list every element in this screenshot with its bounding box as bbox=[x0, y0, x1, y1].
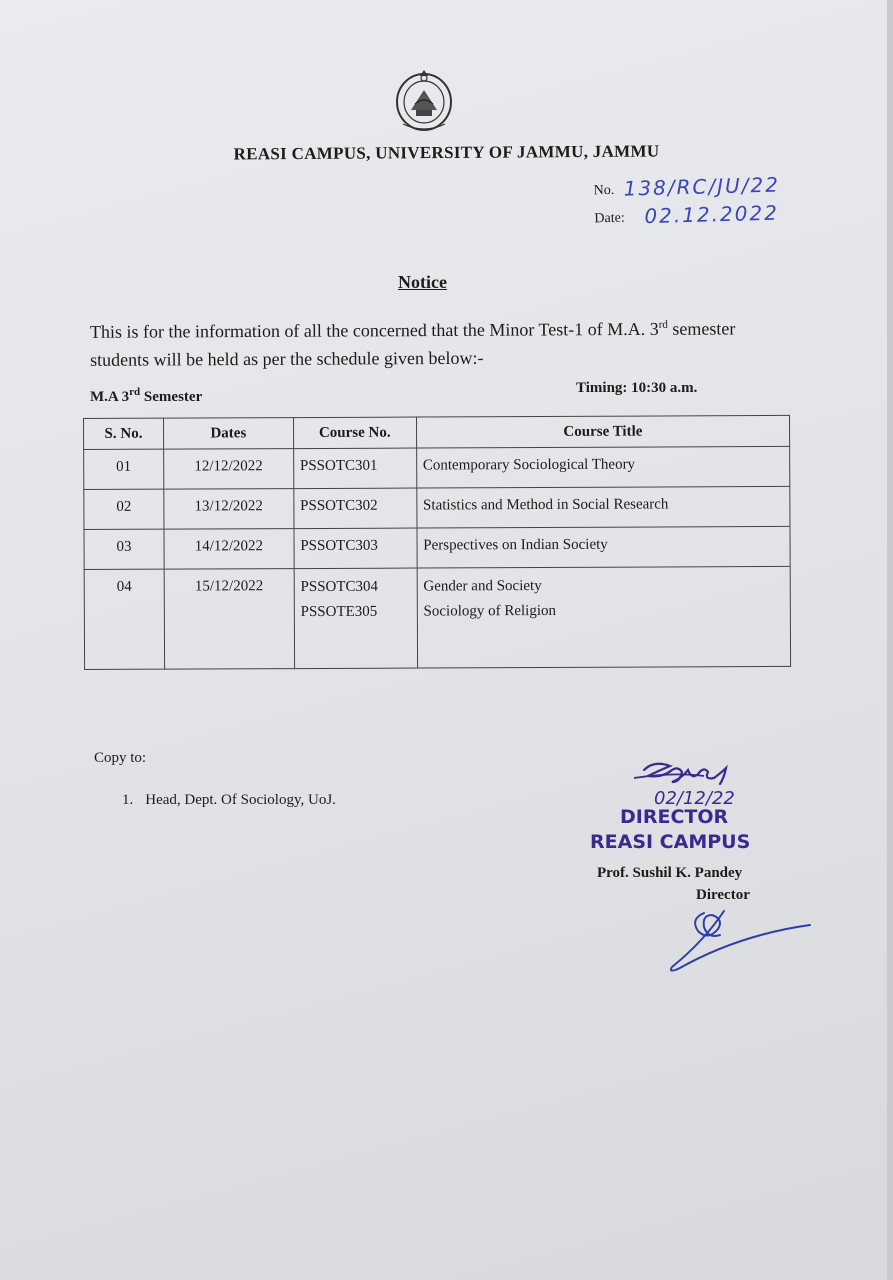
signer-block bbox=[597, 862, 750, 906]
handwritten-signature bbox=[664, 905, 814, 980]
university-seal-logo bbox=[393, 64, 455, 134]
semester-label bbox=[90, 386, 202, 406]
cell-sno: 01 bbox=[84, 449, 164, 489]
cell-date: 14/12/2022 bbox=[164, 529, 294, 570]
copy-to-label: Copy to: bbox=[94, 750, 147, 766]
cell-sno: 02 bbox=[84, 489, 164, 529]
copy-to-list bbox=[122, 792, 336, 809]
semester-superscript: rd bbox=[129, 386, 141, 398]
cell-course-title: Contemporary Sociological Theory bbox=[416, 446, 790, 488]
table-row bbox=[84, 566, 790, 669]
intro-text-end: semester students will be held as per the schedule given below:- bbox=[90, 318, 736, 370]
cell-date: 12/12/2022 bbox=[164, 449, 294, 490]
cell-course-no: PSSOTC302 bbox=[294, 488, 417, 529]
stamp-director-text: DIRECTOR bbox=[620, 806, 729, 828]
cell-date: 15/12/2022 bbox=[164, 569, 294, 670]
column-header-course-no: Course No. bbox=[293, 417, 416, 449]
course-title-line: Gender and Society bbox=[423, 578, 542, 595]
stamp-signature-date: 02/12/22 bbox=[654, 788, 735, 808]
course-no-line: PSSOTE305 bbox=[300, 603, 378, 621]
reference-block bbox=[593, 169, 854, 232]
institution-heading: REASI CAMPUS, UNIVERSITY OF JAMMU, JAMMU bbox=[233, 141, 660, 164]
reference-number-label: No. bbox=[593, 182, 615, 199]
stamp-campus-text: REASI CAMPUS bbox=[590, 831, 751, 853]
cell-course-title: Perspectives on Indian Society bbox=[417, 526, 791, 568]
cell-sno: 03 bbox=[84, 529, 164, 569]
cell-course-no bbox=[294, 568, 417, 669]
timing-label: Timing: 10:30 a.m. bbox=[576, 380, 698, 396]
cell-sno: 04 bbox=[84, 569, 164, 669]
cell-course-no: PSSOTC303 bbox=[294, 528, 417, 569]
intro-superscript: rd bbox=[658, 318, 668, 331]
table-row bbox=[84, 526, 790, 569]
cell-course-no: PSSOTC301 bbox=[293, 448, 416, 489]
intro-paragraph bbox=[90, 310, 790, 374]
semester-prefix: M.A 3 bbox=[90, 389, 130, 405]
paper-edge bbox=[887, 0, 893, 1280]
signer-title: Director bbox=[696, 887, 750, 903]
course-title-line: Sociology of Religion bbox=[423, 602, 557, 620]
semester-suffix: Semester bbox=[140, 389, 203, 405]
column-header-dates: Dates bbox=[163, 418, 293, 450]
column-header-sno: S. No. bbox=[84, 418, 164, 449]
reference-date-value: 02.12.2022 bbox=[644, 200, 780, 229]
cell-course-title bbox=[417, 566, 791, 668]
copy-item-number: 1. bbox=[122, 792, 134, 808]
director-initials-signature bbox=[624, 756, 764, 808]
reference-date-label: Date: bbox=[594, 210, 625, 227]
schedule-table bbox=[83, 415, 791, 670]
notice-title: Notice bbox=[398, 272, 447, 292]
intro-text-start: This is for the information of all the concerned that the Minor Test-1 of M.A. 3 bbox=[89, 318, 659, 342]
cell-course-title: Statistics and Method in Social Research bbox=[416, 486, 790, 528]
reference-number-value: 138/RC/JU/22 bbox=[623, 172, 781, 201]
table-header-row bbox=[84, 415, 790, 449]
copy-item-text: Head, Dept. Of Sociology, UoJ. bbox=[145, 792, 336, 808]
table-row bbox=[84, 486, 790, 529]
course-no-line: PSSOTC304 bbox=[300, 578, 379, 596]
director-stamp bbox=[588, 756, 788, 856]
reference-date-row bbox=[594, 197, 855, 232]
column-header-course-title: Course Title bbox=[416, 415, 789, 448]
signer-name: Prof. Sushil K. Pandey bbox=[597, 865, 743, 881]
cell-date: 13/12/2022 bbox=[164, 489, 294, 530]
table-row bbox=[84, 446, 790, 489]
